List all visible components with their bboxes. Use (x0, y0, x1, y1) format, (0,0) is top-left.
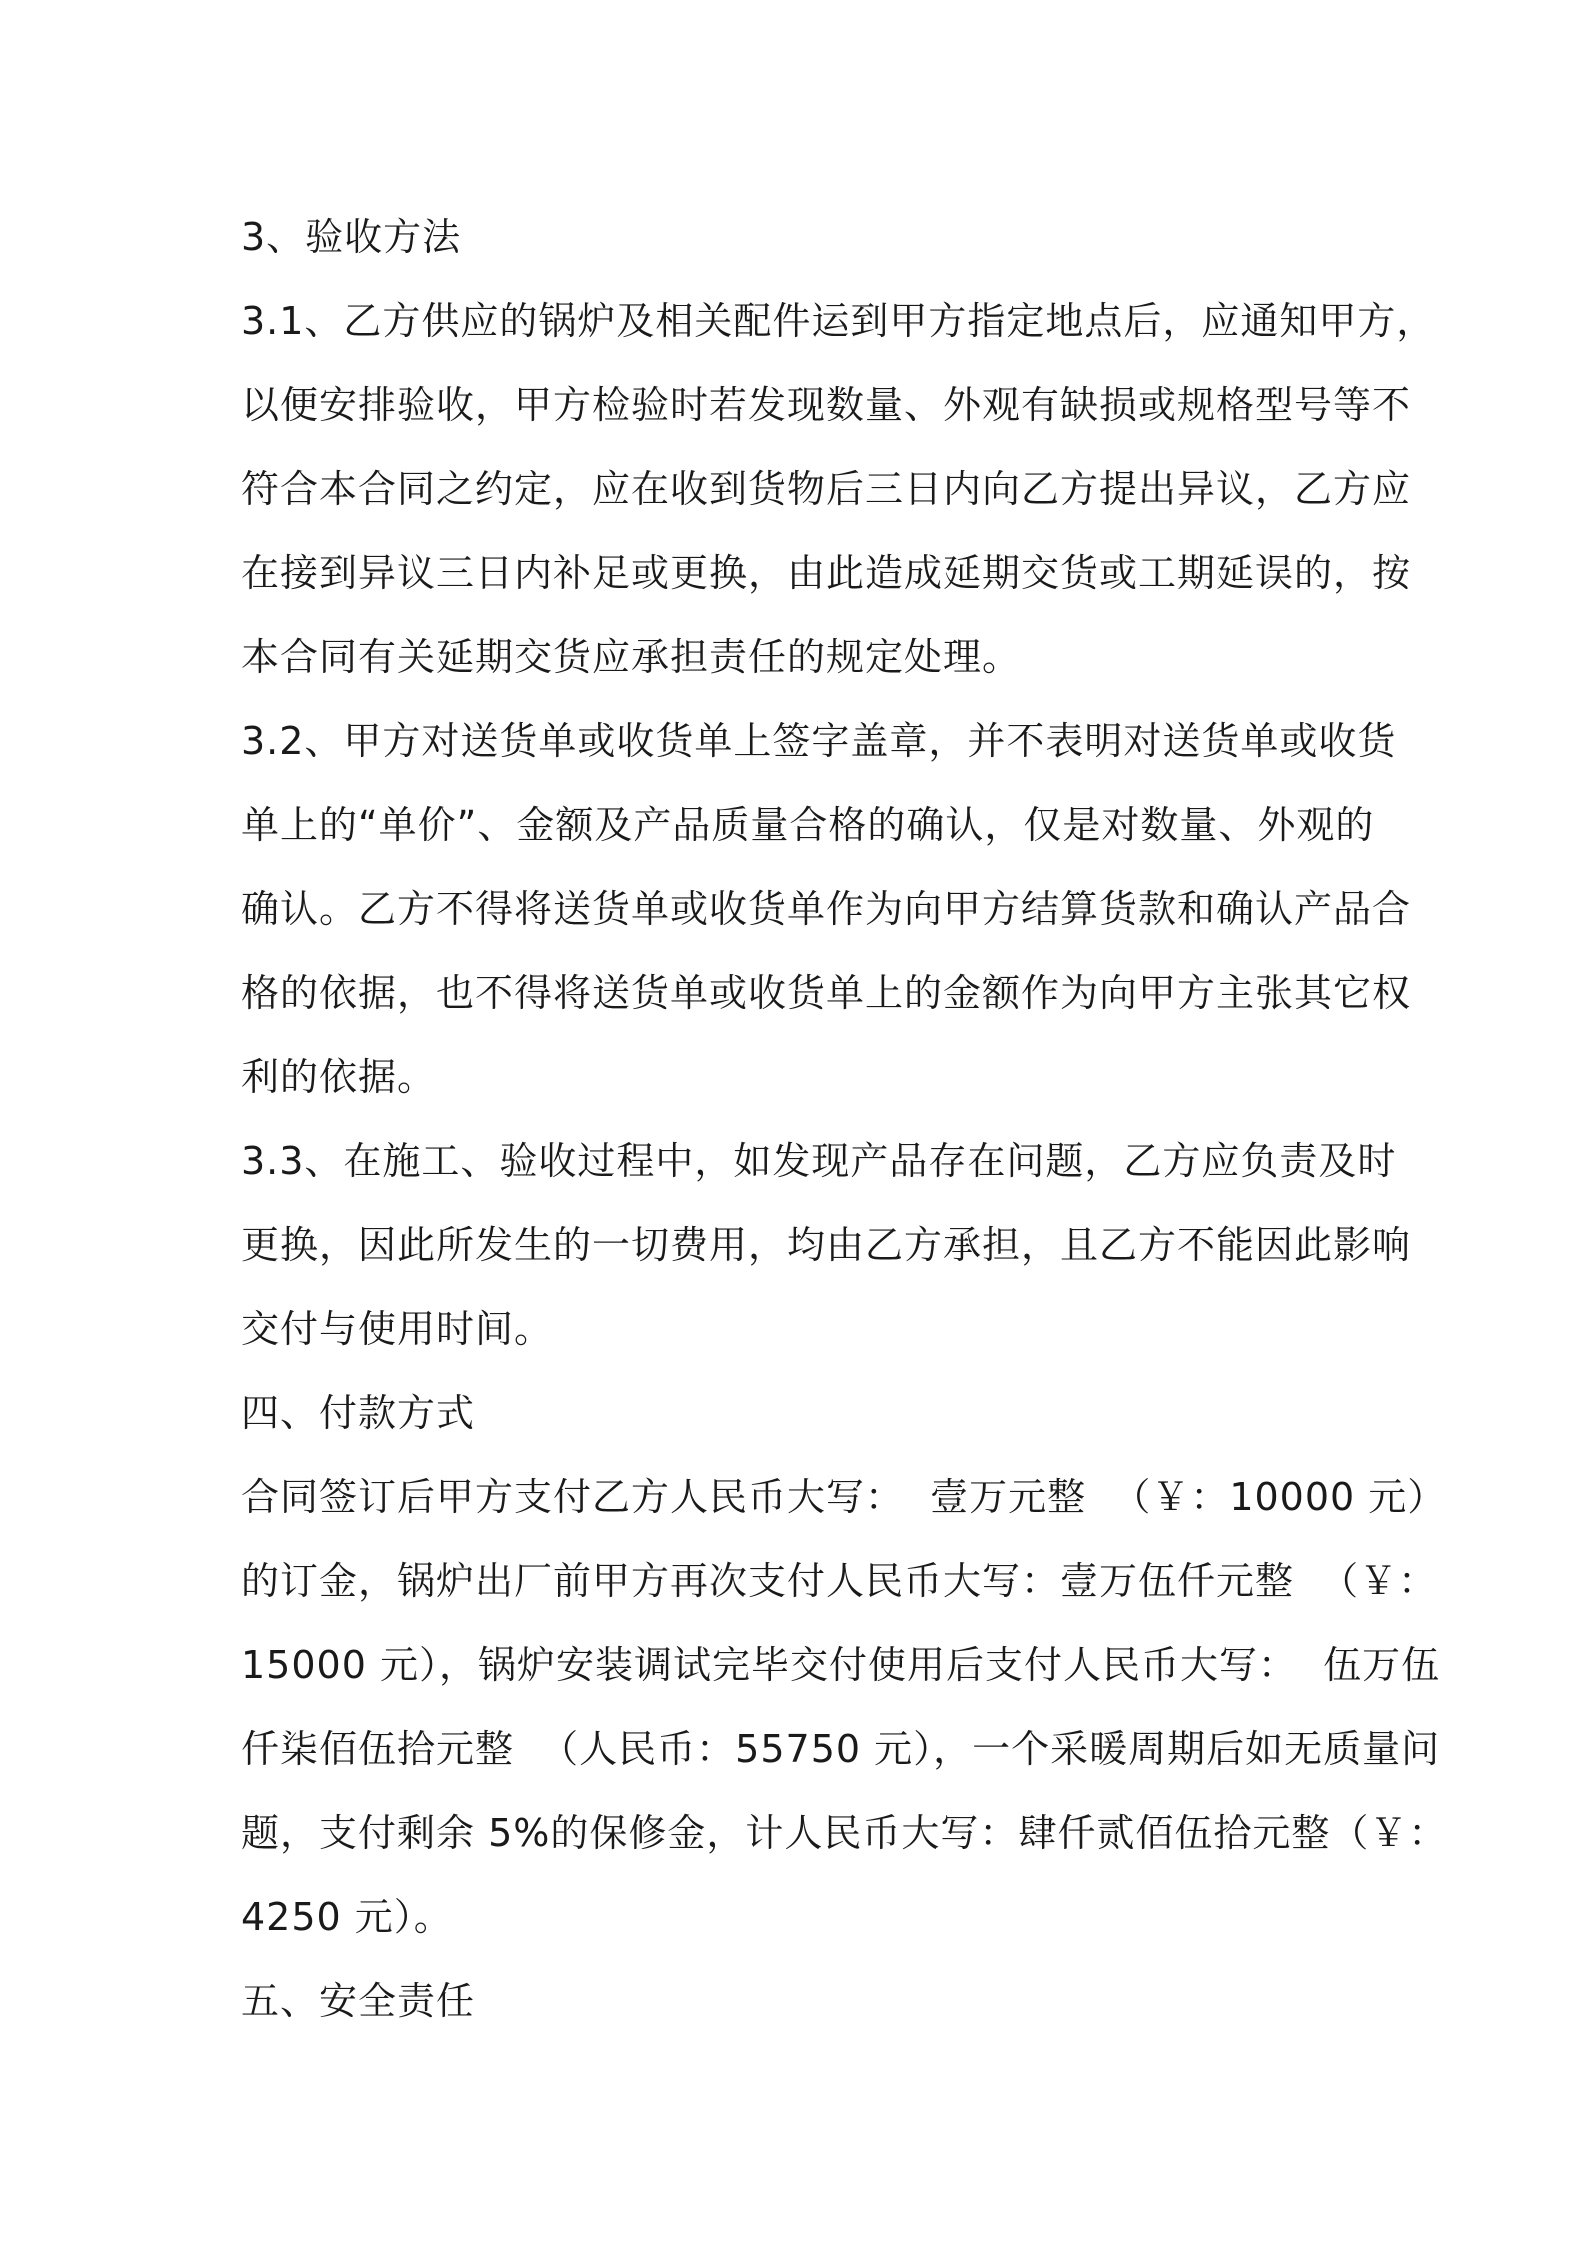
paragraph-line: 的订金，锅炉出厂前甲方再次支付人民币大写：壹万伍仟元整 （￥： (241, 1559, 1438, 1603)
paragraph-line: 15000 元），锅炉安装调试完毕交付使用后支付人民币大写： 伍万伍 (241, 1643, 1441, 1687)
paragraph-line: 确认。乙方不得将送货单或收货单作为向甲方结算货款和确认产品合 (241, 887, 1412, 931)
paragraph-line: 本合同有关延期交货应承担责任的规定处理。 (241, 635, 1022, 679)
paragraph-line: 以便安排验收，甲方检验时若发现数量、外观有缺损或规格型号等不 (241, 383, 1412, 427)
section-heading: 四、付款方式 (241, 1391, 476, 1435)
section-heading: 五、安全责任 (241, 1979, 476, 2023)
paragraph-line: 利的依据。 (241, 1055, 437, 1099)
paragraph-line: 合同签订后甲方支付乙方人民币大写： 壹万元整 （￥：10000 元） (241, 1475, 1447, 1519)
paragraph-line: 交付与使用时间。 (241, 1307, 554, 1351)
paragraph-line: 符合本合同之约定，应在收到货物后三日内向乙方提出异议，乙方应 (241, 467, 1412, 511)
paragraph-line: 3.2、甲方对送货单或收货单上签字盖章，并不表明对送货单或收货 (241, 719, 1397, 763)
paragraph-line: 4250 元）。 (241, 1895, 453, 1939)
section-heading: 3、验收方法 (241, 215, 462, 259)
paragraph-line: 仟柒佰伍拾元整 （人民币：55750 元），一个采暖周期后如无质量问 (241, 1727, 1441, 1771)
paragraph-line: 更换，因此所发生的一切费用，均由乙方承担，且乙方不能因此影响 (241, 1223, 1412, 1267)
paragraph-line: 在接到异议三日内补足或更换，由此造成延期交货或工期延误的，按 (241, 551, 1412, 595)
paragraph-line: 3.3、在施工、验收过程中，如发现产品存在问题，乙方应负责及时 (241, 1139, 1397, 1183)
contract-text (241, 195, 1448, 2043)
paragraph-line: 单上的“单价”、金额及产品质量合格的确认，仅是对数量、外观的 (241, 803, 1375, 847)
paragraph-line: 3.1、乙方供应的锅炉及相关配件运到甲方指定地点后，应通知甲方， (241, 299, 1436, 343)
paragraph-line: 题，支付剩余 5%的保修金，计人民币大写：肆仟贰佰伍拾元整（￥： (241, 1811, 1448, 1855)
paragraph-line: 格的依据，也不得将送货单或收货单上的金额作为向甲方主张其它权 (241, 971, 1412, 1015)
